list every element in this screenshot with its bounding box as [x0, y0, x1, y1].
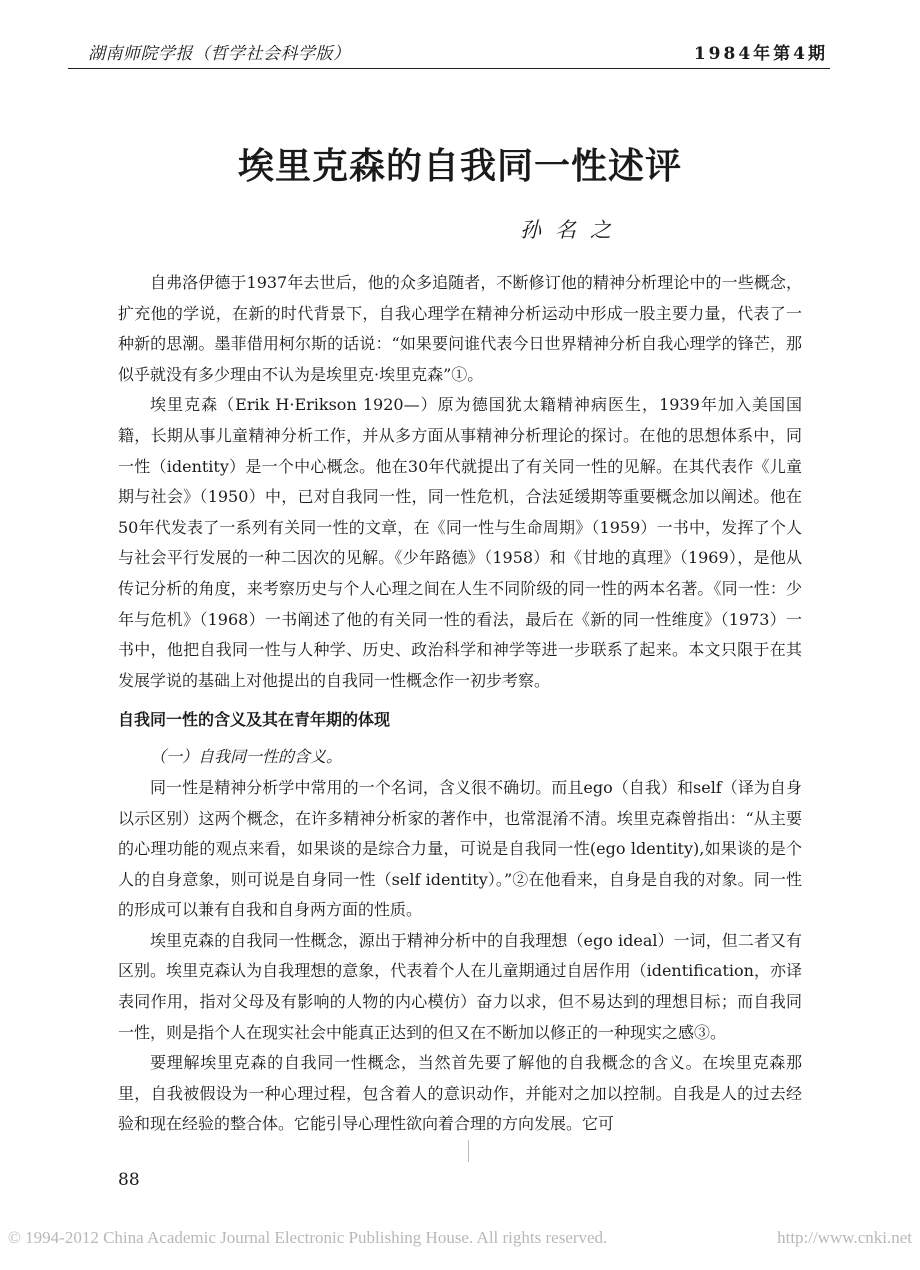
body-paragraph: 埃里克森的自我同一性概念，源出于精神分析中的自我理想（ego ideal）一词，但二者又有区别。埃里克森认为自我理想的意象，代表着个人在儿童期通过自居作用（identification，亦译表同作用，指对父母及有影响的人物的内心模仿）奋力以求，但不易达到的理想目标；而自我同一性，则是指个人在现实社会中能真正达到的但又在不断加以修正的一种现实之感③。	[118, 930, 802, 1042]
page-number: 88	[118, 1170, 140, 1190]
publisher-url[interactable]: http://www.cnki.net	[777, 1228, 912, 1247]
copyright-text: © 1994-2012 China Academic Journal Electronic Publishing House. All rights reserved.	[8, 1228, 608, 1247]
issue-label: 1984年第4期	[693, 44, 828, 64]
article-body	[118, 268, 802, 1140]
section-heading: 自我同一性的含义及其在青年期的体现	[118, 710, 391, 730]
body-paragraph: 要理解埃里克森的自我同一性概念，当然首先要了解他的自我概念的含义。在埃里克森那里，自我被假设为一种心理过程，包含着人的意识动作，并能对之加以控制。自我是人的过去经验和现在经验的整合体。它能引导心理性欲向着合理的方向发展。它可	[118, 1053, 802, 1134]
body-paragraph: 埃里克森（Erik H·Erikson 1920—）原为德国犹太籍精神病医生，1939年加入美国国籍，长期从事儿童精神分析工作，并从多方面从事精神分析理论的探讨。在他的思想体系中，同一性（identity）是一个中心概念。他在30年代就提出了有关同一性的见解。在其代表作《儿童期与社会》（1950）中，已对自我同一性，同一性危机，合法延缓期等重要概念加以阐述。他在50年代发表了一系列有关同一性的文章，在《同一性与生命周期》（1959）一书中，发挥了个人与社会平行发展的一种二因次的见解。《少年路德》（1958）和《甘地的真理》（1969），是他从传记分析的角度，来考察历史与个人心理之间在人生不同阶级的同一性的两本名著。《同一性：少年与危机》（1968）一书阐述了他的有关同一性的看法，最后在《新的同一性维度》（1973）一书中，他把自我同一性与人种学、历史、政治科学和神学等进一步联系了起来。本文只限于在其发展学说的基础上对他提出的自我同一性概念作一初步考察。	[118, 395, 802, 690]
body-paragraph: 自弗洛伊德于1937年去世后，他的众多追随者，不断修订他的精神分析理论中的一些概念，扩充他的学说，在新的时代背景下，自我心理学在精神分析运动中形成一股主要力量，代表了一种新的思潮。墨菲借用柯尔斯的话说：“如果要问谁代表今日世界精神分析自我心理学的锋芒，那似乎就没有多少理由不认为是埃里克·埃里克森”①。	[118, 273, 802, 384]
scan-mark	[468, 1140, 469, 1162]
journal-name: 湖南师院学报（哲学社会科学版）	[88, 44, 351, 64]
copyright-footer	[8, 1228, 912, 1248]
running-header	[68, 38, 830, 69]
article-title: 埃里克森的自我同一性述评	[237, 146, 682, 187]
article-author: 孙名之	[520, 218, 625, 242]
body-paragraph: 同一性是精神分析学中常用的一个名词，含义很不确切。而且ego（自我）和self（译为自身以示区别）这两个概念，在许多精神分析家的著作中，也常混淆不清。埃里克森曾指出：“从主要的心理功能的观点来看，如果谈的是综合力量，可说是自我同一性(ego ldentity),如果谈的是个人的自身意象，则可说是自身同一性（self identity）。”②在他看来，自身是自我的对象。同一性的形成可以兼有自我和自身两方面的性质。	[118, 777, 802, 920]
subsection-heading: （一）自我同一性的含义。	[150, 747, 343, 767]
